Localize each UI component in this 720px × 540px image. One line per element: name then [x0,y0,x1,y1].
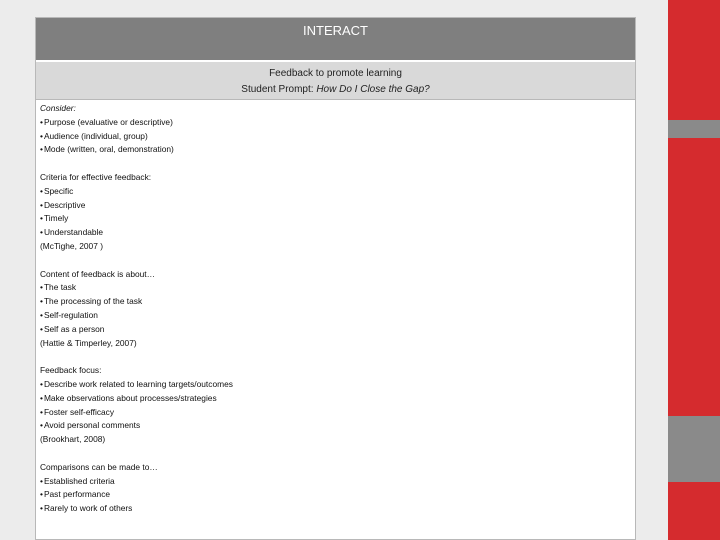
content-table [35,17,636,540]
bullet-item: • The processing of the task [40,295,630,309]
bullet-item: • Describe work related to learning targets/outcomes [40,378,630,392]
section-1 [40,102,630,157]
section-heading: Criteria for effective feedback: [40,171,152,182]
bullet-item: • Rarely to work of others [40,502,630,516]
section-5 [40,461,630,516]
section-2 [40,171,630,254]
section-heading: Comparisons can be made to… [40,461,158,472]
bullet-item: • Foster self-efficacy [40,406,630,420]
header-title: INTERACT [303,23,368,38]
accent-block-red-1 [668,0,720,120]
bullet-item: • Understandable [40,226,630,240]
subheader-prompt-label: Student Prompt: [241,84,317,95]
citation: (McTighe, 2007 ) [40,240,103,251]
bullet-item: • Self as a person [40,323,630,337]
bullet-item: • Mode (written, oral, demonstration) [40,143,630,157]
bullet-item: • Purpose (evaluative or descriptive) [40,116,630,130]
accent-block-grey-1 [668,120,720,138]
bullet-item: • Specific [40,185,630,199]
section-3 [40,268,630,351]
table-subheader [36,62,635,100]
section-heading: Feedback focus: [40,365,102,376]
subheader-line-1: Feedback to promote learning [269,68,402,79]
bullet-item: • Timely [40,212,630,226]
table-body [40,102,630,530]
bullet-item: • The task [40,281,630,295]
table-header [36,18,635,62]
accent-block-grey-2 [668,416,720,482]
bullet-item: • Self-regulation [40,309,630,323]
accent-block-red-2 [668,138,720,416]
subheader-prompt-question: How Do I Close the Gap? [316,84,430,95]
section-4 [40,364,630,447]
bullet-item: • Past performance [40,488,630,502]
bullet-item: • Avoid personal comments [40,419,630,433]
section-heading: Content of feedback is about… [40,268,155,279]
subheader-line-2 [36,82,635,98]
bullet-item: • Make observations about processes/strategies [40,392,630,406]
bullet-item: • Audience (individual, group) [40,130,630,144]
section-heading: Consider: [40,103,76,113]
accent-block-red-3 [668,482,720,540]
bullet-item: • Descriptive [40,199,630,213]
citation: (Brookhart, 2008) [40,434,106,445]
bullet-item: • Established criteria [40,475,630,489]
citation: (Hattie & Timperley, 2007) [40,337,137,348]
